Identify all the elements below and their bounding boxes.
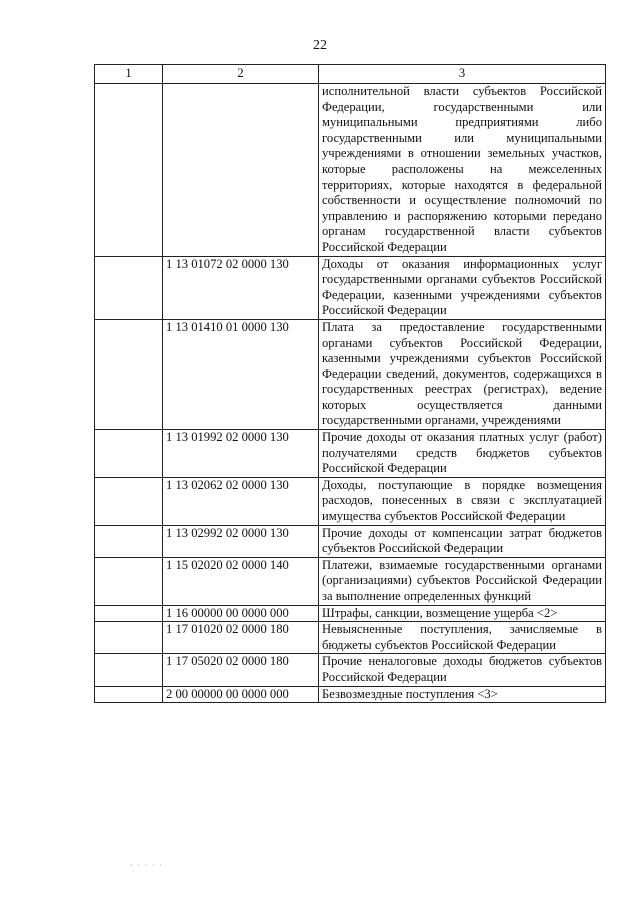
- row-col1-cell: [95, 557, 163, 605]
- row-col1-cell: [95, 84, 163, 257]
- table-row: [95, 319, 606, 429]
- revenue-description-cell: Штрафы, санкции, возмещение ущерба <2>: [319, 605, 606, 622]
- row-col1-cell: [95, 430, 163, 478]
- revenue-code-cell: 1 17 01020 02 0000 180: [163, 622, 319, 654]
- revenue-description-cell: Доходы, поступающие в порядке возмещения расходов, понесенных в связи с эксплуатацией имущества субъектов Российской Федерации: [319, 477, 606, 525]
- row-col1-cell: [95, 319, 163, 429]
- revenue-description-cell: Невыясненные поступления, зачисляемые в бюджеты субъектов Российской Федерации: [319, 622, 606, 654]
- row-col1-cell: [95, 686, 163, 703]
- table-row: [95, 84, 606, 257]
- table-row: [95, 477, 606, 525]
- revenue-description-cell: Прочие неналоговые доходы бюджетов субъектов Российской Федерации: [319, 654, 606, 686]
- table-row: [95, 256, 606, 319]
- revenue-description-cell: Доходы от оказания информационных услуг государственными органами субъектов Российской Федерации, казенными учреждениями субъектов Российской Федерации: [319, 256, 606, 319]
- column-header-2: 2: [163, 65, 319, 84]
- revenue-code-cell: [163, 84, 319, 257]
- revenue-code-cell: 1 13 02992 02 0000 130: [163, 525, 319, 557]
- table-row: [95, 525, 606, 557]
- revenue-code-cell: 2 00 00000 00 0000 000: [163, 686, 319, 703]
- table-row: [95, 430, 606, 478]
- revenue-code-cell: 1 16 00000 00 0000 000: [163, 605, 319, 622]
- revenue-code-cell: 1 13 01992 02 0000 130: [163, 430, 319, 478]
- row-col1-cell: [95, 477, 163, 525]
- revenue-code-cell: 1 17 05020 02 0000 180: [163, 654, 319, 686]
- revenue-code-cell: 1 15 02020 02 0000 140: [163, 557, 319, 605]
- revenue-code-cell: 1 13 02062 02 0000 130: [163, 477, 319, 525]
- table-row: [95, 557, 606, 605]
- column-header-3: 3: [319, 65, 606, 84]
- revenue-code-cell: 1 13 01410 01 0000 130: [163, 319, 319, 429]
- row-col1-cell: [95, 654, 163, 686]
- revenue-description-cell: Безвозмездные поступления <3>: [319, 686, 606, 703]
- revenue-code-cell: 1 13 01072 02 0000 130: [163, 256, 319, 319]
- table-row: [95, 686, 606, 703]
- revenue-description-cell: Прочие доходы от компенсации затрат бюджетов субъектов Российской Федерации: [319, 525, 606, 557]
- revenue-classification-table: [94, 64, 606, 703]
- revenue-description-cell: Прочие доходы от оказания платных услуг (работ) получателями средств бюджетов субъектов Российской Федерации: [319, 430, 606, 478]
- column-header-1: 1: [95, 65, 163, 84]
- table-row: [95, 654, 606, 686]
- row-col1-cell: [95, 256, 163, 319]
- row-col1-cell: [95, 605, 163, 622]
- table-row: [95, 605, 606, 622]
- table-header-row: [95, 65, 606, 84]
- row-col1-cell: [95, 525, 163, 557]
- revenue-description-cell: исполнительной власти субъектов Российской Федерации, государственными или муниципальными предприятиями либо государственными или муниципальными учреждениями в отношении земельных участков, которые расположены на межселенных территориях, которые находятся в федеральной собственности и осуществление полномочий по управлению и распоряжению которыми передано органам государственной власти субъектов Российской Федерации: [319, 84, 606, 257]
- page-number: 22: [313, 38, 327, 53]
- revenue-description-cell: Платежи, взимаемые государственными органами (организациями) субъектов Российской Федерации за выполнение определенных функций: [319, 557, 606, 605]
- revenue-description-cell: Плата за предоставление государственными органами субъектов Российской Федерации, казенными учреждениями субъектов Российской Федерации сведений, документов, содержащихся в государственных реестрах (регистрах), ведение которых осуществляется данными государственными органами, учреждениями: [319, 319, 606, 429]
- row-col1-cell: [95, 622, 163, 654]
- scan-artifact: · · · · ·: [130, 860, 163, 870]
- table-row: [95, 622, 606, 654]
